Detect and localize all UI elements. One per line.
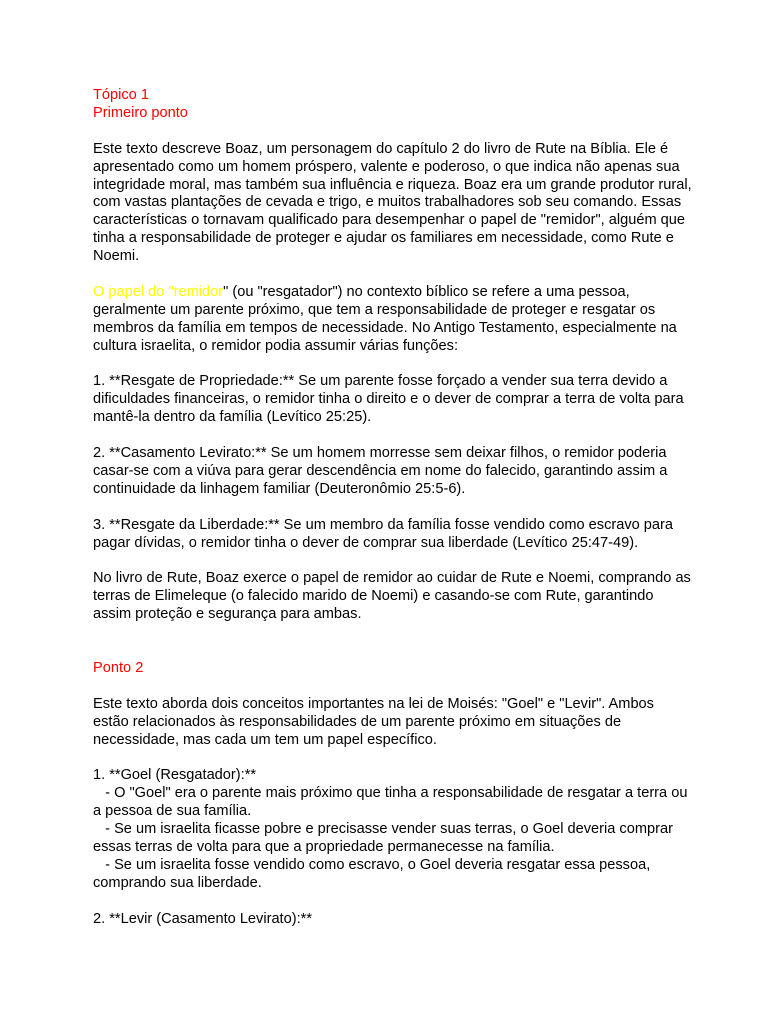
text-line: a pessoa de sua família. bbox=[93, 803, 252, 820]
text-line: geralmente um parente próximo, que tem a responsabilidade de proteger e resgatar os bbox=[93, 301, 656, 318]
text-line: tinha a responsabilidade de proteger e ajudar os familiares em necessidade, como Rute e bbox=[93, 230, 674, 247]
topic-title: Tópico 1 bbox=[93, 87, 149, 103]
list-item-goel bbox=[93, 767, 693, 892]
spacer bbox=[93, 356, 693, 374]
text-line: dificuldades financeiras, o remidor tinha o direito e o dever de comprar a terra de volta para bbox=[93, 391, 684, 408]
text-line: terras de Elimeleque (o falecido marido de Noemi) e casando-se com Rute, garantindo bbox=[93, 588, 654, 605]
text-line: No livro de Rute, Boaz exerce o papel de remidor ao cuidar de Rute e Noemi, comprando as bbox=[93, 570, 691, 587]
text-line: 2. **Casamento Levirato:** Se um homem morresse sem deixar filhos, o remidor poderia bbox=[93, 445, 667, 462]
text-line: continuidade da linhagem familiar (Deuteronômio 25:5-6). bbox=[93, 480, 466, 497]
text-line: características o tornavam qualificado para desempenhar o papel de "remidor", alguém que bbox=[93, 212, 686, 229]
text-line: integridade moral, mas também sua influência e riqueza. Boaz era um grande produtor rural, bbox=[93, 176, 692, 193]
text-line: Este texto descreve Boaz, um personagem do capítulo 2 do livro de Rute na Bíblia. Ele é bbox=[93, 140, 669, 157]
list-item-property-redemption bbox=[93, 373, 693, 427]
spacer bbox=[93, 123, 693, 141]
text-line: pagar dívidas, o remidor tinha o dever de comprar sua liberdade (Levítico 25:47-49). bbox=[93, 534, 639, 551]
text-line: assim proteção e segurança para ambas. bbox=[93, 606, 362, 623]
text-line: comprando sua liberdade. bbox=[93, 874, 262, 891]
spacer bbox=[93, 427, 693, 445]
paragraph-remidor-role bbox=[93, 284, 693, 356]
text-line: Este texto aborda dois conceitos importantes na lei de Moisés: "Goel" e "Levir". Ambos bbox=[93, 695, 654, 712]
text-line: mantê-la dentro da família (Levítico 25:25). bbox=[93, 409, 372, 426]
text-line: - O "Goel" era o parente mais próximo que tinha a responsabilidade de resgatar a terra ou bbox=[93, 785, 688, 802]
text-line: Noemi. bbox=[93, 248, 140, 265]
list-item-levirate-marriage bbox=[93, 445, 693, 499]
text-line: necessidade, mas cada um tem um papel específico. bbox=[93, 731, 437, 748]
section-title: Ponto 2 bbox=[93, 659, 144, 676]
spacer bbox=[93, 893, 693, 911]
paragraph-goel-levir-intro bbox=[93, 696, 693, 750]
text-line: 1. **Resgate de Propriedade:** Se um parente fosse forçado a vender sua terra devido a bbox=[93, 373, 668, 390]
list-item-freedom-redemption bbox=[93, 517, 693, 553]
spacer bbox=[93, 624, 693, 660]
text-line: casar-se com a viúva para gerar descendência em nome do falecido, garantindo assim a bbox=[93, 462, 668, 479]
text-line: essas terras de volta para que a propriedade permanecesse na família. bbox=[93, 838, 555, 855]
spacer bbox=[93, 749, 693, 767]
text-line: cultura israelita, o remidor podia assumir várias funções: bbox=[93, 337, 459, 354]
text-line: - Se um israelita fosse vendido como escravo, o Goel deveria resgatar essa pessoa, bbox=[93, 856, 651, 873]
text-fragment: " (ou "resgatador") no contexto bíblico se refere a uma pessoa, bbox=[223, 283, 630, 300]
paragraph-boaz-conclusion bbox=[93, 570, 693, 624]
topic-subtitle: Primeiro ponto bbox=[93, 104, 188, 121]
text-line: 1. **Goel (Resgatador):** bbox=[93, 767, 257, 784]
paragraph-boaz-description bbox=[93, 141, 693, 266]
text-line: estão relacionados às responsabilidades de um parente próximo em situações de bbox=[93, 713, 622, 730]
text-line bbox=[93, 284, 693, 302]
text-line: com vastas plantações de cevada e trigo, e muitos trabalhadores sob seu comando. Essas bbox=[93, 194, 682, 211]
spacer bbox=[93, 552, 693, 570]
spacer bbox=[93, 266, 693, 284]
highlighted-phrase: O papel do "remidor bbox=[93, 283, 224, 300]
list-item-levir-heading: 2. **Levir (Casamento Levirato):** bbox=[93, 910, 313, 927]
text-line: - Se um israelita ficasse pobre e precisasse vender suas terras, o Goel deveria comprar bbox=[93, 821, 673, 838]
text-line: 3. **Resgate da Liberdade:** Se um membro da família fosse vendido como escravo para bbox=[93, 516, 674, 533]
spacer bbox=[93, 499, 693, 517]
text-line: apresentado como um homem próspero, valente e poderoso, o que indica não apenas sua bbox=[93, 158, 680, 175]
spacer bbox=[93, 678, 693, 696]
text-line: membros da família em tempos de necessidade. No Antigo Testamento, especialmente na bbox=[93, 319, 677, 336]
document-page bbox=[93, 87, 693, 928]
